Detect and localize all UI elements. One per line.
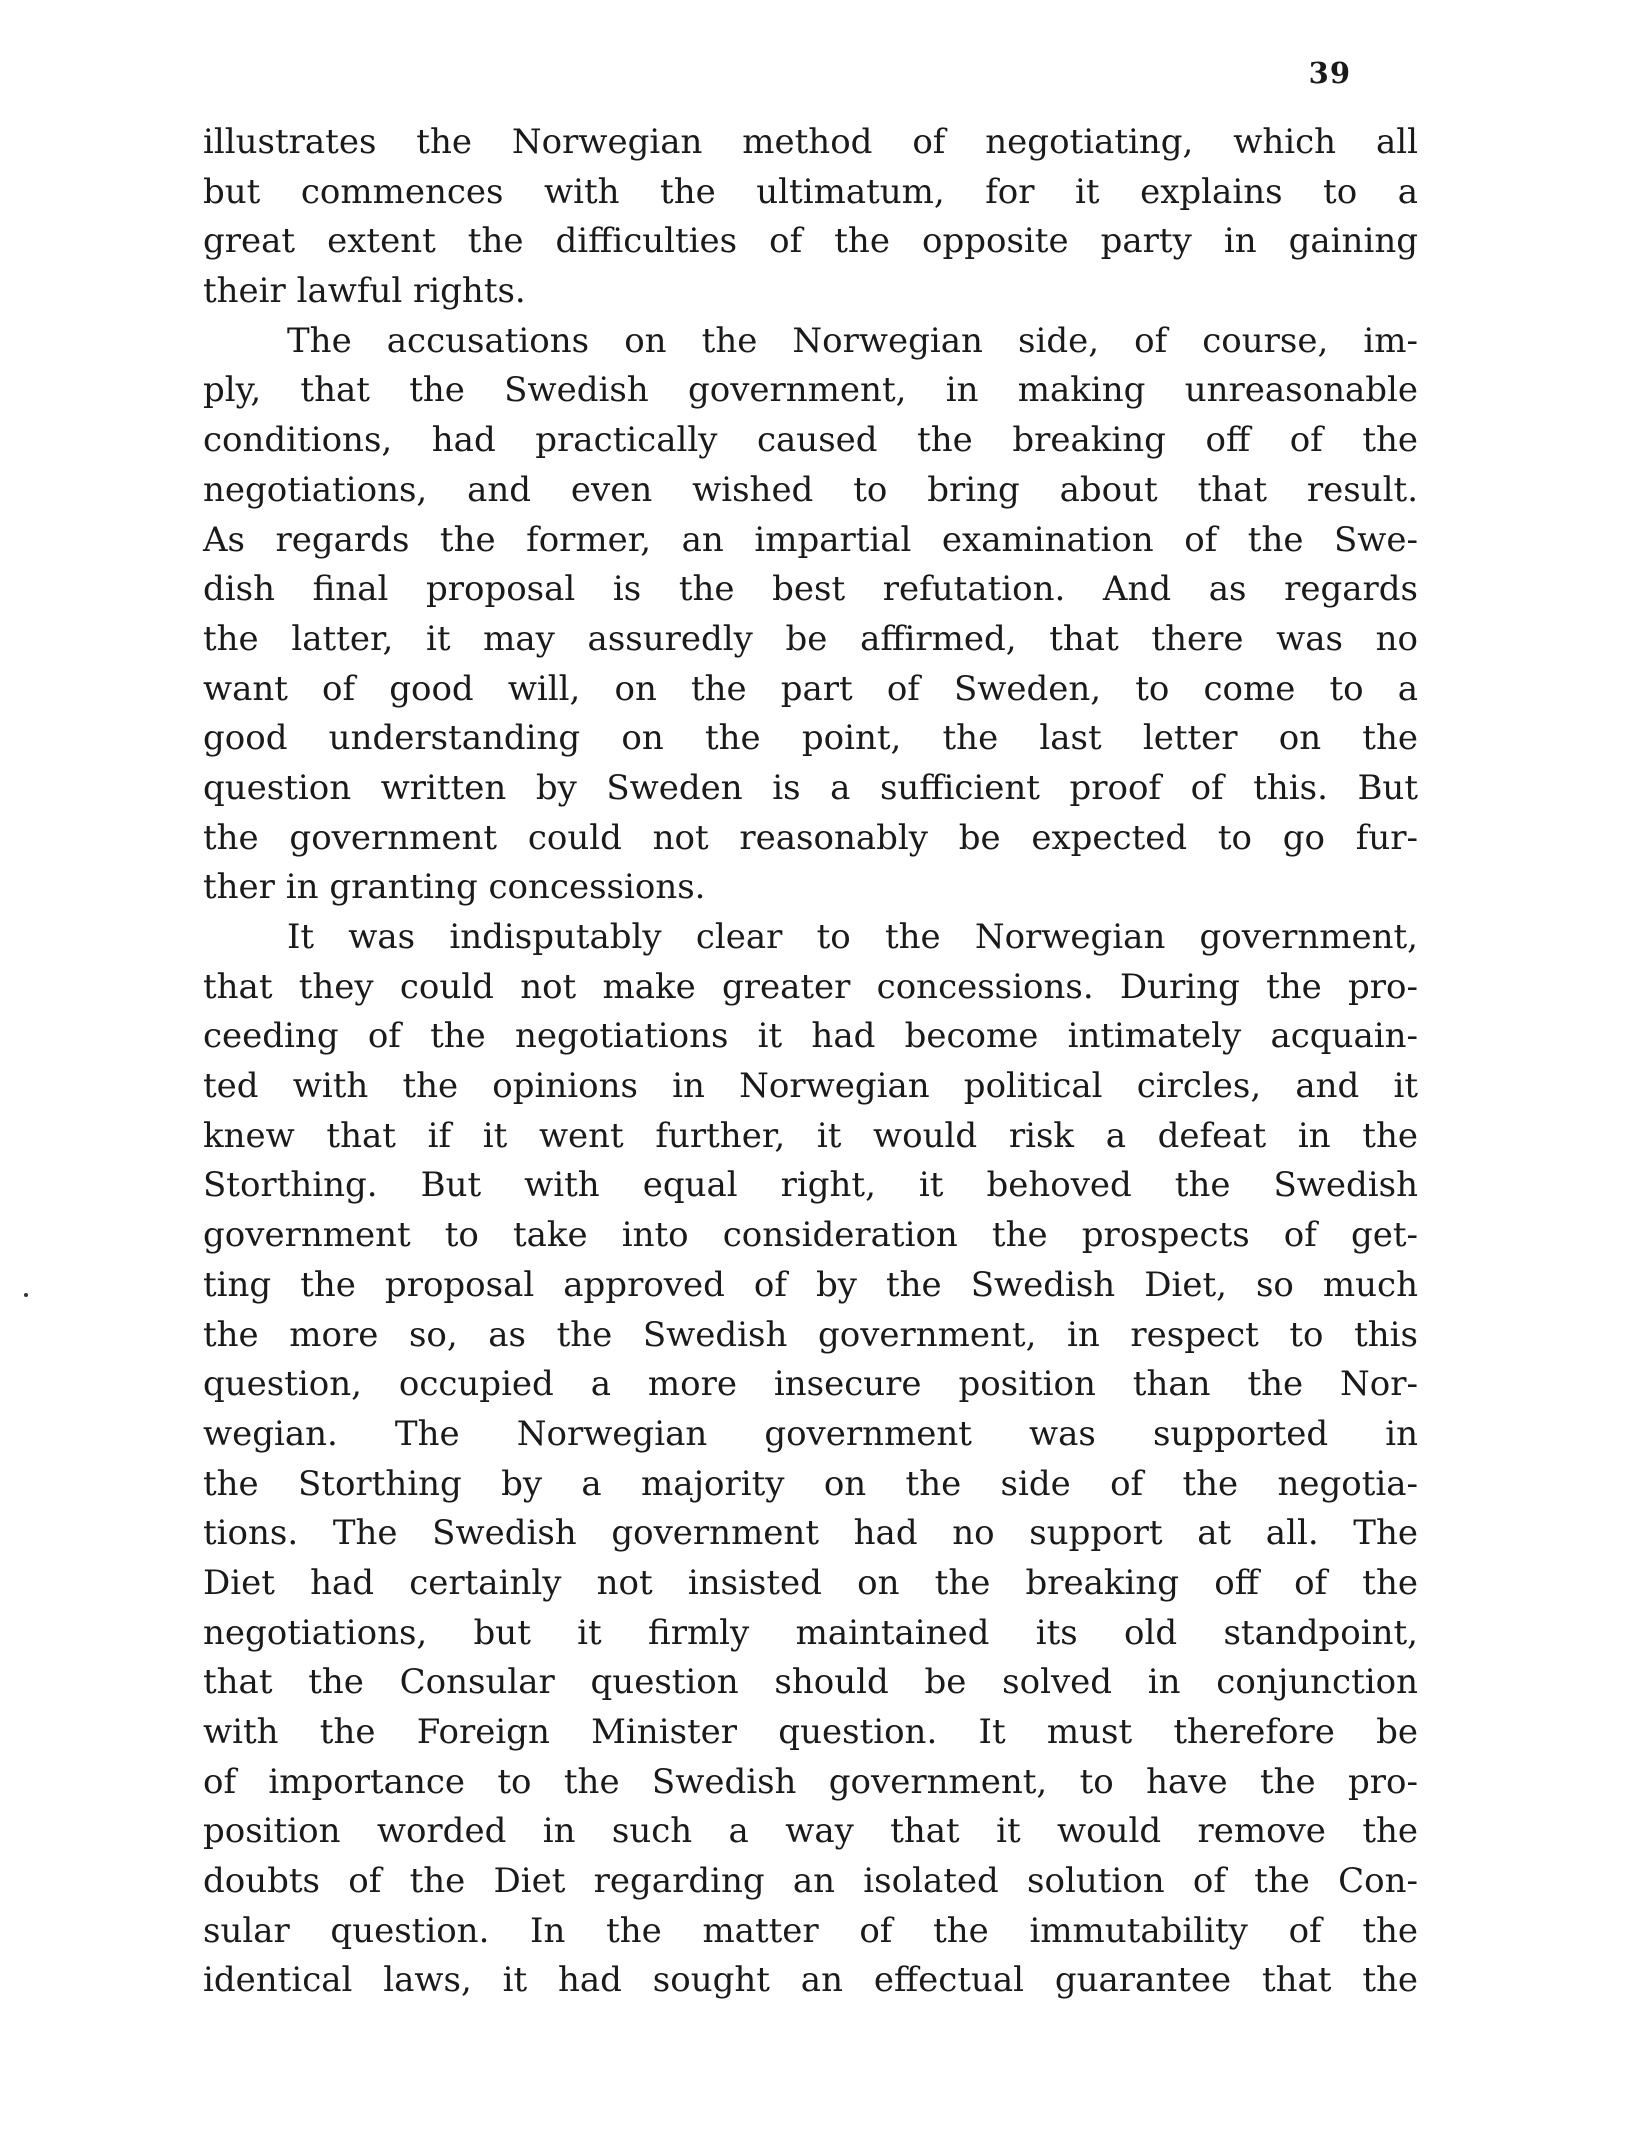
text-line: tions. The Swedish government had no support at all. The <box>203 1513 1418 1554</box>
text-line: question, occupied a more insecure position than the Nor- <box>203 1364 1418 1405</box>
paragraph-1 <box>203 118 1418 317</box>
text-line: ther in granting concessions. <box>203 867 706 908</box>
text-line: doubts of the Diet regarding an isolated solution of the Con- <box>203 1861 1418 1902</box>
text-line: negotiations, and even wished to bring about that result. <box>203 469 1418 510</box>
text-line: great extent the difficulties of the opposite party in gaining <box>203 221 1418 262</box>
text-line: but commences with the ultimatum, for it explains to a <box>203 171 1418 212</box>
text-line: the latter, it may assuredly be affirmed, that there was no <box>203 618 1418 659</box>
text-line: want of good will, on the part of Sweden, to come to a <box>203 668 1418 709</box>
text-line: question written by Sweden is a sufficient proof of this. But <box>203 767 1418 808</box>
text-line: ply, that the Swedish government, in making unreasonable <box>203 370 1418 411</box>
text-line: Storthing. But with equal right, it behoved the Swedish <box>203 1165 1418 1206</box>
page-number: 39 <box>1308 56 1351 90</box>
text-line: good understanding on the point, the last letter on the <box>203 718 1418 759</box>
text-line: knew that if it went further, it would risk a defeat in the <box>203 1115 1418 1156</box>
text-line: illustrates the Norwegian method of negotiating, which all <box>203 122 1418 162</box>
text-line: government to take into consideration the prospects of get- <box>203 1215 1418 1256</box>
body-text <box>203 118 1418 2006</box>
text-line: sular question. In the matter of the immutability of the <box>203 1910 1418 1951</box>
text-line: negotiations, but it firmly maintained its old standpoint, <box>203 1612 1418 1653</box>
text-line: ceeding of the negotiations it had become intimately acquain- <box>203 1016 1418 1057</box>
text-line: As regards the former, an impartial examination of the Swe- <box>203 519 1418 560</box>
paragraph-3 <box>203 913 1418 2006</box>
scan-speck <box>24 1293 28 1297</box>
text-line: of importance to the Swedish government, to have the pro- <box>203 1761 1418 1802</box>
text-line: It was indisputably clear to the Norwegian government, <box>287 917 1418 957</box>
text-line: identical laws, it had sought an effectual guarantee that the <box>203 1960 1418 2001</box>
text-line: the government could not reasonably be expected to go fur- <box>203 817 1418 858</box>
text-line: that the Consular question should be solved in conjunction <box>203 1662 1418 1703</box>
text-line: Diet had certainly not insisted on the breaking off of the <box>203 1562 1418 1603</box>
text-line: position worded in such a way that it would remove the <box>203 1811 1418 1852</box>
text-line: The accusations on the Norwegian side, of course, im- <box>287 320 1418 361</box>
text-line: with the Foreign Minister question. It must therefore be <box>203 1712 1418 1752</box>
text-line: wegian. The Norwegian government was supported in <box>203 1413 1418 1454</box>
paragraph-2 <box>203 317 1418 913</box>
text-line: ted with the opinions in Norwegian political circles, and it <box>203 1066 1418 1107</box>
text-line: ting the proposal approved of by the Swedish Diet, so much <box>203 1264 1418 1305</box>
text-line: the Storthing by a majority on the side of the negotia- <box>203 1463 1418 1504</box>
text-line: conditions, had practically caused the breaking off of the <box>203 420 1418 461</box>
text-line: the more so, as the Swedish government, in respect to this <box>203 1314 1418 1355</box>
text-line: their lawful rights. <box>203 271 526 312</box>
text-line: that they could not make greater concessions. During the pro- <box>203 966 1418 1007</box>
text-line: dish final proposal is the best refutation. And as regards <box>203 569 1418 610</box>
